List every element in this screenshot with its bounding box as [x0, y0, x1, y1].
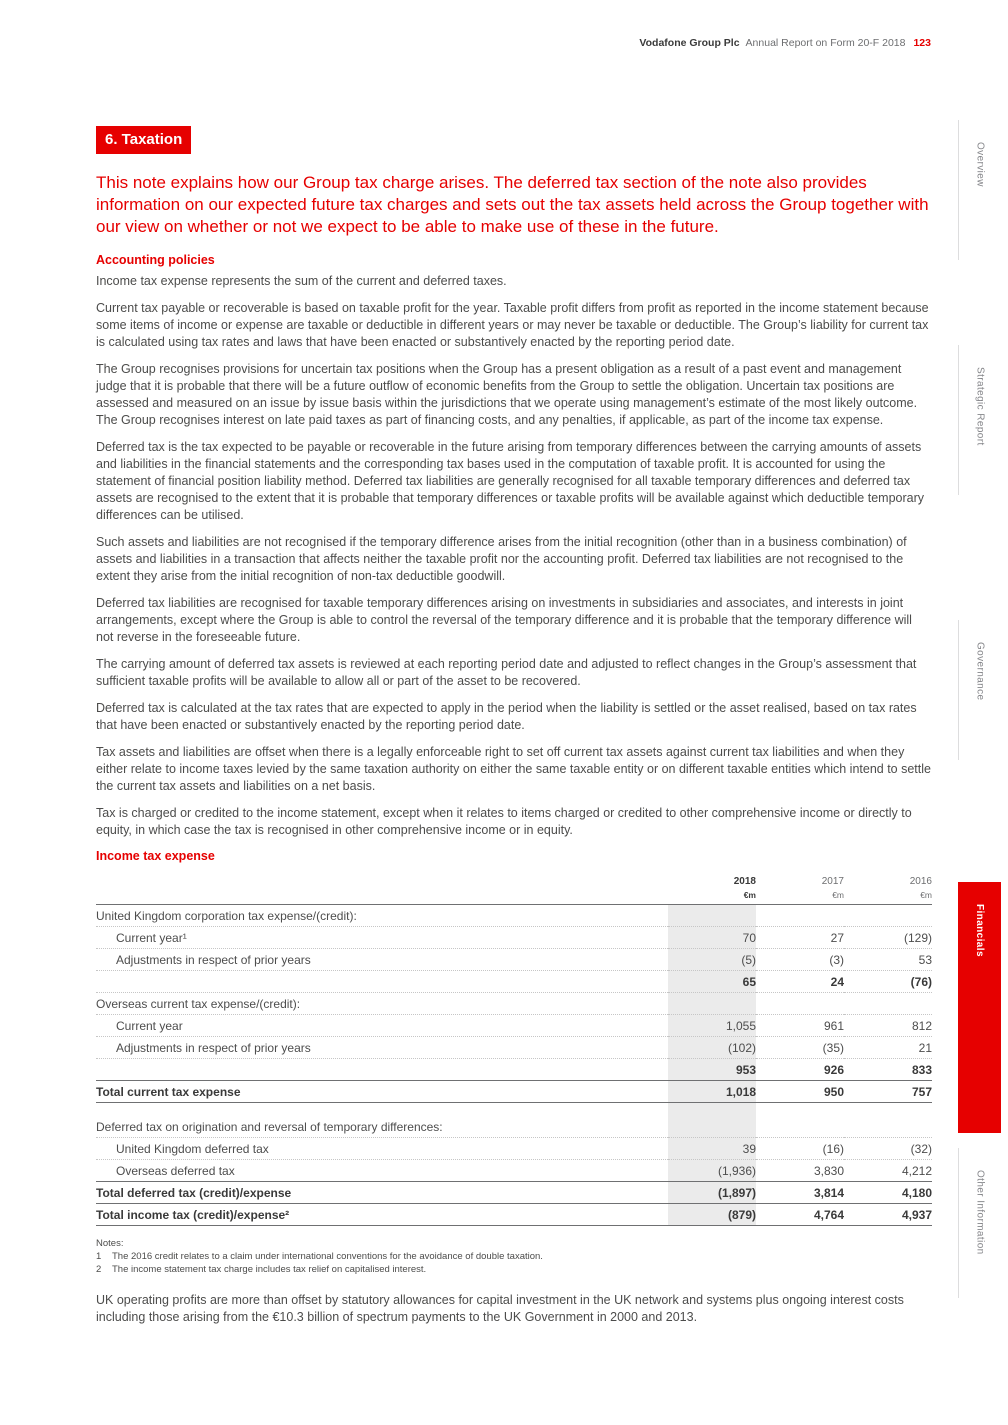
row-value-2018: (5): [668, 949, 756, 971]
row-label: Adjustments in respect of prior years: [96, 1037, 668, 1059]
row-value-2016: 4,180: [844, 1181, 932, 1203]
table-row: [96, 1103, 932, 1116]
row-value-2018: 1,018: [668, 1081, 756, 1103]
row-label: Current year¹: [96, 927, 668, 949]
tab-governance-label: Governance: [974, 642, 986, 701]
row-value-2017: 24: [756, 971, 844, 993]
header-spacer-cell: [96, 869, 668, 905]
row-value-2016: [844, 1103, 932, 1116]
accounting-policies-heading: Accounting policies: [96, 253, 215, 267]
row-label: Total income tax (credit)/expense²: [96, 1203, 668, 1225]
row-value-2017: (35): [756, 1037, 844, 1059]
note-intro: This note explains how our Group tax charge arises. The deferred tax section of the note also provides information on our expected future tax charges and sets out the tax assets held across the Group together with our view on whether or not we expect to be able to make use of these in the future.: [96, 173, 929, 236]
tab-overview[interactable]: [958, 120, 1001, 260]
header-col-2016: [844, 869, 932, 905]
closing-paragraph: UK operating profits are more than offset by statutory allowances for capital investment in the UK network and systems plus ongoing interest costs including those arising from the €10.3 billion of spectrum payments to the UK Government in 2000 and 2013.: [96, 1293, 904, 1324]
table-row: [96, 1203, 932, 1225]
table-row: [96, 1015, 932, 1037]
income-tax-heading: Income tax expense: [96, 849, 215, 863]
policy-paragraph: Current tax payable or recoverable is based on taxable profit for the year. Taxable profit differs from profit as reported in the income statement because some items of income or expense are taxable or deductible in different years or may never be taxable or deductible. The Group’s liability for current tax is calculated using tax rates and laws that have been enacted or substantively enacted by the reporting period date.: [96, 301, 929, 349]
row-value-2016: 812: [844, 1015, 932, 1037]
row-label: United Kingdom corporation tax expense/(credit):: [96, 909, 357, 923]
policy-paragraph: Income tax expense represents the sum of the current and deferred taxes.: [96, 274, 507, 288]
table-row: [96, 993, 932, 1015]
row-value-2017: [756, 993, 844, 1015]
row-value-2016: (76): [844, 971, 932, 993]
row-value-2016: 21: [844, 1037, 932, 1059]
row-label: [96, 1059, 668, 1081]
policy-paragraph: Tax assets and liabilities are offset when there is a legally enforceable right to set off current tax assets against current tax liabilities and when they either relate to income taxes levied by the same taxation authority on either the same taxable entity or on different taxable entities which intend to settle the current tax assets and liabilities on a net basis.: [96, 745, 931, 793]
table-row: [96, 971, 932, 993]
table-row: [96, 1137, 932, 1159]
policy-paragraph: Tax is charged or credited to the income statement, except when it relates to items charged or credited to other comprehensive income or directly to equity, in which case the tax is recognised in other comprehensive income or in equity.: [96, 806, 912, 837]
row-label: [96, 1103, 668, 1116]
row-value-2016: 833: [844, 1059, 932, 1081]
header-year-2016: 2016: [909, 876, 932, 887]
header-col-2018: [668, 869, 756, 905]
table-row: [96, 1181, 932, 1203]
tab-governance[interactable]: [958, 620, 1001, 760]
row-value-2018: [668, 1116, 756, 1138]
row-value-2018: [668, 1103, 756, 1116]
row-value-2016: 757: [844, 1081, 932, 1103]
row-label: Overseas deferred tax: [96, 1159, 668, 1181]
policy-paragraph: Such assets and liabilities are not recognised if the temporary difference arises from the initial recognition (other than in a business combination) of assets and liabilities in a transaction that affects neither the taxable profit nor the accounting profit. Deferred tax liabilities are not recognised to the extent they arise from the initial recognition of non-tax deductible goodwill.: [96, 535, 907, 583]
row-value-2016: [844, 1116, 932, 1138]
policy-paragraph: The Group recognises provisions for uncertain tax positions when the Group has a present obligation as a result of a past event and management judge that it is probable that there will be a future outflow of economic benefits from the Group to settle the obligation. Uncertain tax positions are assessed and measured on an issue by issue basis within the jurisdictions that we operate using management’s estimate of the most likely outcome. The Group recognises interest on late paid taxes as part of financing costs, and any penalties, if applicable, as part of the income tax expense.: [96, 362, 918, 427]
row-value-2017: 950: [756, 1081, 844, 1103]
row-value-2018: 953: [668, 1059, 756, 1081]
page-number: 123: [913, 37, 931, 49]
table-row: [96, 905, 932, 927]
row-value-2016: 4,212: [844, 1159, 932, 1181]
table-row: [96, 1059, 932, 1081]
row-value-2017: 926: [756, 1059, 844, 1081]
row-value-2017: (16): [756, 1137, 844, 1159]
header-year-2018: 2018: [733, 876, 756, 887]
policy-paragraph: Deferred tax liabilities are recognised for taxable temporary differences arising on investments in subsidiaries and associates, and interests in joint arrangements, except where the Group is able to control the reversal of the temporary difference and it is probable that the temporary difference will not reverse in the foreseeable future.: [96, 596, 912, 644]
table-row: [96, 1037, 932, 1059]
row-value-2016: 4,937: [844, 1203, 932, 1225]
income-tax-expense-section: [96, 849, 932, 1226]
row-value-2017: 961: [756, 1015, 844, 1037]
income-tax-table: [96, 869, 932, 1226]
footnotes-heading: Notes:: [96, 1237, 124, 1249]
row-value-2016: [844, 905, 932, 927]
row-value-2017: 4,764: [756, 1203, 844, 1225]
row-value-2018: (102): [668, 1037, 756, 1059]
footnote-text: The income statement tax charge includes tax relief on capitalised interest.: [112, 1263, 427, 1275]
row-label: Deferred tax on origination and reversal of temporary differences:: [96, 1119, 443, 1134]
row-value-2018: 1,055: [668, 1015, 756, 1037]
running-header: [639, 37, 931, 49]
table-row: [96, 1081, 932, 1103]
row-label: Adjustments in respect of prior years: [96, 949, 668, 971]
row-value-2017: [756, 1103, 844, 1116]
row-value-2018: 39: [668, 1137, 756, 1159]
note-content: [96, 126, 932, 1326]
document-title: Annual Report on Form 20-F 2018: [745, 37, 906, 49]
table-row: [96, 1159, 932, 1181]
header-unit-2017: €m: [832, 890, 844, 900]
footnote-item: [96, 1251, 932, 1264]
company-name: Vodafone Group Plc: [639, 37, 740, 49]
row-value-2017: 3,830: [756, 1159, 844, 1181]
row-value-2017: [756, 905, 844, 927]
policy-paragraph: The carrying amount of deferred tax assets is reviewed at each reporting period date and adjusted to reflect changes in the Group’s assessment that sufficient taxable profits will be available to allow all or part of the asset to be recovered.: [96, 657, 917, 688]
row-label: Total deferred tax (credit)/expense: [96, 1181, 668, 1203]
row-value-2018: [668, 993, 756, 1015]
tab-overview-label: Overview: [974, 142, 986, 187]
row-value-2017: 3,814: [756, 1181, 844, 1203]
row-label: United Kingdom deferred tax: [96, 1137, 668, 1159]
row-value-2016: 53: [844, 949, 932, 971]
tab-strategic-report-label: Strategic Report: [974, 367, 986, 446]
row-value-2016: [844, 993, 932, 1015]
accounting-policies-section: [96, 253, 932, 839]
row-label: Overseas current tax expense/(credit):: [96, 993, 668, 1015]
table-header-row: [96, 869, 932, 905]
footnotes: [96, 1238, 932, 1277]
footnote-item: [96, 1264, 932, 1277]
row-value-2018: (1,897): [668, 1181, 756, 1203]
footnote-number: 1: [96, 1251, 102, 1262]
table-row: [96, 927, 932, 949]
row-value-2017: 27: [756, 927, 844, 949]
row-value-2018: (1,936): [668, 1159, 756, 1181]
tab-financials[interactable]: [958, 882, 1001, 1133]
footnote-text: The 2016 credit relates to a claim under international conventions for the avoidance of double taxation.: [112, 1251, 543, 1262]
section-tab-rail: [957, 0, 1001, 1425]
policy-paragraph: Deferred tax is calculated at the tax rates that are expected to apply in the period when the liability is settled or the asset realised, based on tax rates that have been enacted or substantively enacted by the reporting period date.: [96, 701, 917, 732]
table-row: [96, 1116, 932, 1138]
header-col-2017: [756, 869, 844, 905]
tab-financials-label: Financials: [974, 904, 985, 957]
row-label: Total current tax expense: [96, 1081, 668, 1103]
row-value-2018: (879): [668, 1203, 756, 1225]
table-row: [96, 949, 932, 971]
income-tax-table-body: [96, 905, 932, 1226]
row-label: Current year: [96, 1015, 668, 1037]
tab-strategic-report[interactable]: [958, 345, 1001, 495]
header-unit-2018: €m: [743, 890, 756, 900]
row-value-2016: (129): [844, 927, 932, 949]
note-title-badge: 6. Taxation: [96, 126, 191, 154]
header-unit-2016: €m: [920, 890, 932, 900]
tab-other-information-label: Other Information: [974, 1170, 986, 1255]
row-value-2016: (32): [844, 1137, 932, 1159]
tab-other-information[interactable]: [958, 1148, 1001, 1298]
row-value-2017: (3): [756, 949, 844, 971]
policy-paragraph: Deferred tax is the tax expected to be payable or recoverable in the future arising from temporary differences between the carrying amounts of assets and liabilities in the financial statements and the corresponding tax bases used in the computation of taxable profit. It is accounted for using the statement of financial position liability method. Deferred tax liabilities are generally recognised for all taxable temporary differences and deferred tax assets are recognised to the extent that it is probable that temporary differences or taxable profits will be available against which deductible temporary differences can be utilised.: [96, 440, 925, 522]
row-label: [96, 971, 668, 993]
footnote-number: 2: [96, 1263, 102, 1275]
row-value-2018: 65: [668, 971, 756, 993]
row-value-2018: [668, 905, 756, 927]
row-value-2018: 70: [668, 927, 756, 949]
header-year-2017: 2017: [821, 876, 844, 887]
row-value-2017: [756, 1116, 844, 1138]
